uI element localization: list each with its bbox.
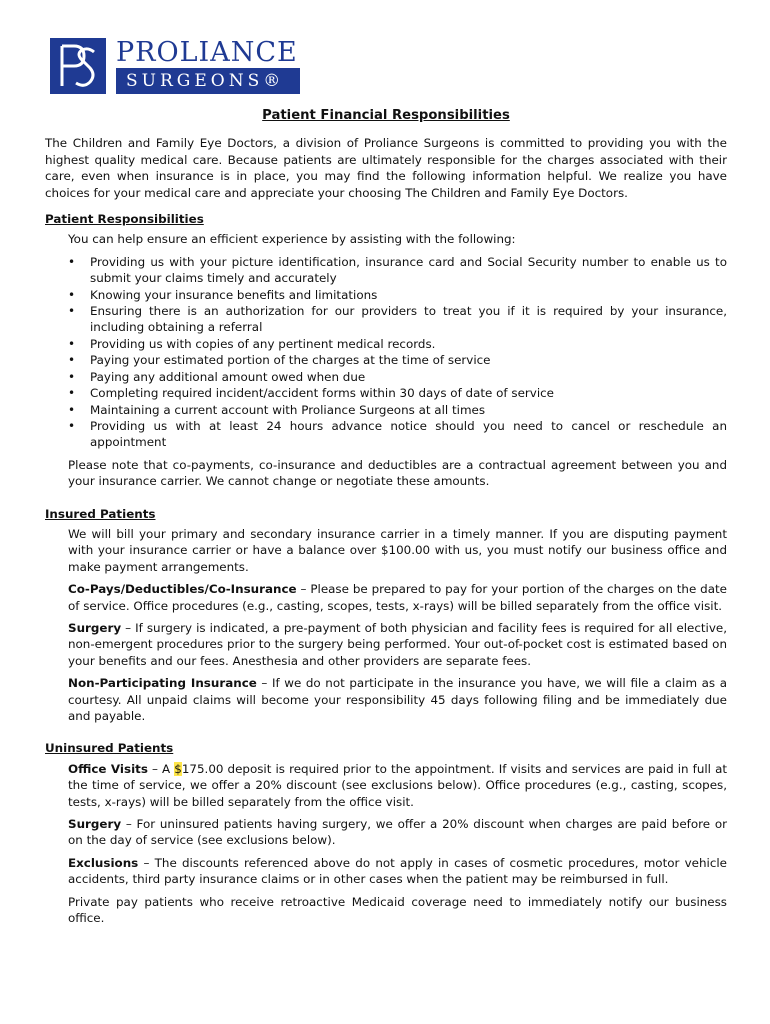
list-item: • Completing required incident/accident forms within 30 days of date of service <box>90 385 727 401</box>
insured-patients-section <box>45 526 727 724</box>
copay-note: Please note that co-payments, co-insurance and deductibles are a contractual agreement between you and your insurance carrier. We cannot change or negotiate these amounts. <box>68 457 727 489</box>
copay-label: Co-Pays/Deductibles/Co-Insurance <box>68 582 297 597</box>
responsibilities-list <box>45 254 727 451</box>
office-visits-pre: – A <box>147 761 175 776</box>
list-item: • Maintaining a current account with Proliance Surgeons at all times <box>90 402 727 418</box>
copay-paragraph <box>68 581 727 614</box>
list-item: • Providing us with your picture identification, insurance card and Social Security number to enable us to submit your claims timely and accurately <box>90 254 727 287</box>
list-item: • Paying any additional amount owed when due <box>90 369 727 385</box>
list-item: • Providing us with at least 24 hours advance notice should you need to cancel or reschedule an appointment <box>90 418 727 451</box>
patient-responsibilities-heading: Patient Responsibilities <box>45 212 204 227</box>
uninsured-surgery-paragraph <box>68 816 727 849</box>
exclusions-paragraph <box>68 855 727 888</box>
non-participating-paragraph <box>68 675 727 724</box>
insured-patients-heading: Insured Patients <box>45 506 156 521</box>
list-item: • Ensuring there is an authorization for our providers to treat you if it is required by your insurance, including obtaining a referral <box>90 303 727 336</box>
page-title: Patient Financial Responsibilities <box>262 108 510 123</box>
uninsured-patients-heading: Uninsured Patients <box>45 741 174 756</box>
non-participating-text: – If we do not participate in the insurance you have, we will file a claim as a courtesy. All unpaid claims will become your responsibility 45 days following filing and be immediately due and payable. <box>68 676 728 723</box>
list-item: • Paying your estimated portion of the charges at the time of service <box>90 352 727 368</box>
insured-billing-paragraph: We will bill your primary and secondary insurance carrier in a timely manner. If you are disputing payment with your insurance carrier or have a balance over $100.00 with us, you must notify our business office and make payment arrangements. <box>68 526 727 574</box>
logo-line2: SURGEONS® <box>116 68 300 94</box>
office-visits-paragraph <box>68 761 727 810</box>
medicaid-paragraph: Private pay patients who receive retroactive Medicaid coverage need to immediately notify our business office. <box>68 894 727 926</box>
exclusions-text: – The discounts referenced above do not apply in cases of cosmetic procedures, motor vehicle accidents, third party insurance claims or in other cases when the patient may be reimbursed in full. <box>68 855 727 887</box>
patient-responsibilities-section <box>45 231 727 247</box>
uninsured-surgery-label: Surgery <box>68 817 122 832</box>
copay-text: – Please be prepared to pay for your portion of the charges on the date of service. Office procedures (e.g., casting, scopes, tests, x-rays) will be billed separately from the office visit. <box>68 582 727 613</box>
office-visits-label: Office Visits <box>68 761 148 776</box>
highlighted-dollar-sign: $ <box>174 761 182 776</box>
document-body <box>45 108 727 932</box>
uninsured-patients-section <box>45 761 727 927</box>
logo-wordmark <box>116 38 300 96</box>
list-item: • Providing us with copies of any pertinent medical records. <box>90 336 727 352</box>
insured-surgery-text: – If surgery is indicated, a pre-payment of both physician and facility fees is required for all elective, non-emergent procedures prior to the surgery being performed. Your out-of-pocket cost is estimated based on your benefits and our fees. Anesthesia and other providers are separate fees. <box>68 620 727 668</box>
insured-surgery-label: Surgery <box>68 620 122 635</box>
office-visits-text: 175.00 deposit is required prior to the appointment. If visits and services are paid in full at the time of service, we offer a 20% discount (see exclusions below). Office procedures (e.g., casting, scopes, tests, x-rays) will be billed separately from the office visit. <box>68 761 728 809</box>
ps-monogram-icon <box>50 38 106 94</box>
non-participating-label: Non-Participating Insurance <box>68 676 257 691</box>
patient-responsibilities-lead: You can help ensure an efficient experience by assisting with the following: <box>68 232 516 247</box>
insured-surgery-paragraph <box>68 620 727 669</box>
proliance-logo <box>50 38 300 96</box>
list-item: • Knowing your insurance benefits and limitations <box>90 287 727 303</box>
exclusions-label: Exclusions <box>68 855 139 870</box>
intro-paragraph: The Children and Family Eye Doctors, a division of Proliance Surgeons is committed to providing you with the highest quality medical care. Because patients are ultimately responsible for the charges associated with their care, even when insurance is in place, you may find the following information helpful. We realize you have choices for your medical care and appreciate your choosing The Children and Family Eye Doctors. <box>45 136 727 200</box>
logo-line1: PROLIANCE <box>116 37 298 68</box>
uninsured-surgery-text: – For uninsured patients having surgery, we offer a 20% discount when charges are paid before or on the day of service (see exclusions below). <box>68 817 727 848</box>
